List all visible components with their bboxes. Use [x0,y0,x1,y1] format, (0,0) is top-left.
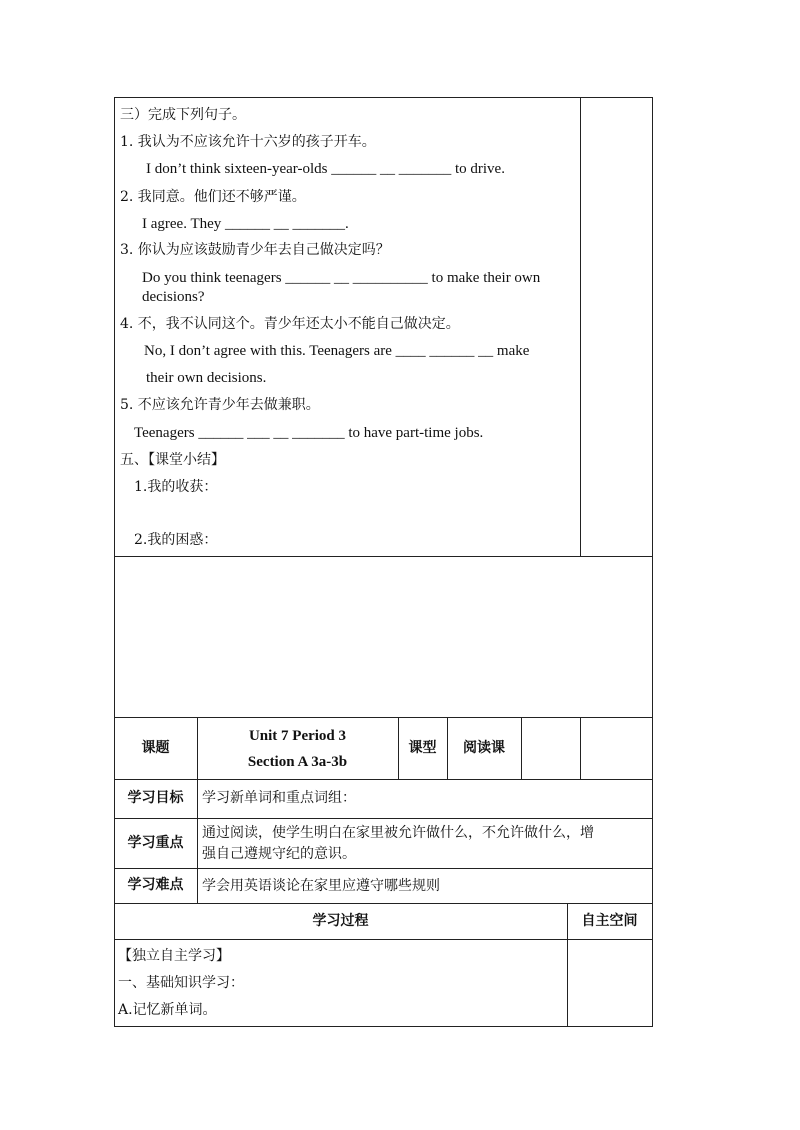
type-label: 课型 [408,740,437,756]
sentence-1-zh: 1. 我认为不应该允许十六岁的孩子开车。 [120,134,376,150]
space-header: 自主空间 [581,913,638,929]
type-value: 阅读课 [463,740,505,756]
process-header: 学习过程 [312,913,369,929]
type-value-divider [521,717,522,779]
sentence-5-zh: 5. 不应该允许青少年去做兼职。 [120,397,320,413]
goal-value: 学习新单词和重点词组： [202,790,356,806]
key-value-line-1: 通过阅读，使学生明白在家里被允许做什么，不允许做什么，增 [202,825,594,841]
table-border-right [652,97,653,1027]
summary-gain: 1.我的收获： [134,479,218,495]
process-line-3: A.记忆新单词。 [118,1002,217,1018]
process-line-1: 【独立自主学习】 [118,948,230,964]
sentence-5-en: Teenagers ______ ___ __ _______ to have part-time jobs. [134,425,484,441]
sentence-2-zh: 2. 我同意。他们还不够严谨。 [120,189,306,205]
row-divider-summary [114,556,653,557]
sentence-1-en: I don’t think sixteen-year-olds ______ __ _______ to drive. [146,161,505,177]
sentence-4-zh: 4. 不，我不认同这个。青少年还太小不能自己做决定。 [120,316,460,332]
goal-label: 学习目标 [127,790,184,806]
summary-confusion: 2.我的困惑： [134,532,218,548]
topic-line-2: Section A 3a-3b [247,754,348,770]
topic-line-1: Unit 7 Period 3 [248,728,347,744]
table-border-top [114,97,653,98]
sentence-3-en: Do you think teenagers ______ __ __________ to make their own [142,270,541,286]
sentence-4-en: No, I don’t agree with this. Teenagers are ____ ______ __ make [144,343,530,359]
sentence-3-en-cont: decisions? [142,289,205,305]
key-label: 学习重点 [127,835,184,851]
sentence-2-en: I agree. They ______ __ _______. [142,216,349,232]
difficulty-label: 学习难点 [127,877,184,893]
process-line-2: 一、基础知识学习： [118,975,244,991]
topic-label: 课题 [141,740,170,756]
summary-heading: 五、【课堂小结】 [120,452,225,468]
table-border-bottom [114,1026,653,1027]
row-divider-process-body [114,939,653,940]
side-column-divider [580,97,581,556]
sentence-3-zh: 3. 你认为应该鼓励青少年去自己做决定吗？ [120,242,390,258]
sentence-4-en-cont: their own decisions. [146,370,267,386]
part3-heading: 三）完成下列句子。 [120,107,246,123]
difficulty-value: 学会用英语谈论在家里应遵守哪些规则 [202,878,440,894]
key-value-line-2: 强自己遵规守纪的意识。 [202,846,356,862]
extra-cell-divider [580,717,581,779]
